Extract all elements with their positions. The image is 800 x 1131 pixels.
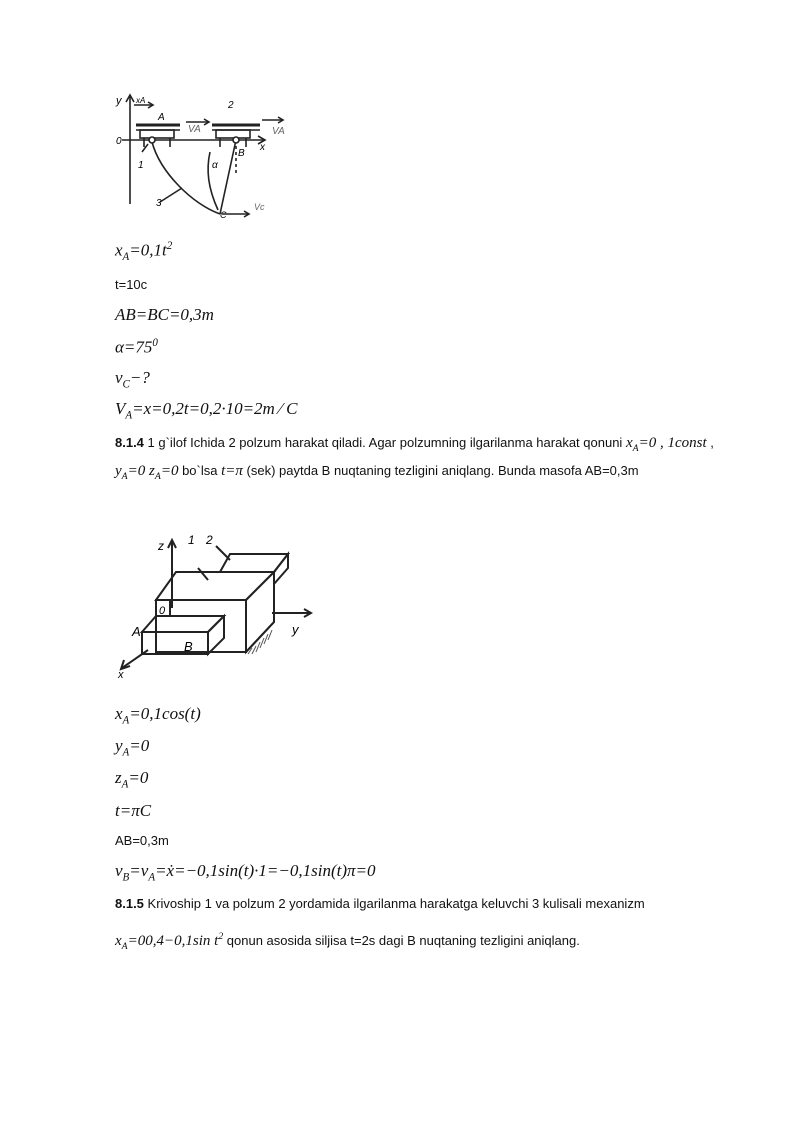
eq-va-result: $V_A=x=0,2t=0,2\cdot 10=2m$ ⁄ C: [115, 399, 298, 422]
fig1-label-0: 0: [116, 136, 122, 147]
fig1-label-VC: Vc: [254, 202, 265, 212]
fig1-label-xA: xA: [136, 96, 146, 105]
fig2-label-z: z: [158, 539, 164, 553]
fig1-label-B: B: [238, 148, 245, 159]
fig2-label-1: 1: [188, 533, 195, 547]
fig1-label-1: 1: [138, 160, 144, 171]
eq-lengths: AB=BC=0,3m: [115, 305, 214, 324]
fig2-label-y: y: [292, 622, 299, 637]
eq-time: t=10c: [115, 277, 148, 292]
fig2-label-A: A: [132, 624, 141, 639]
fig2-label-B: B: [184, 639, 193, 654]
eq-xa-cos: $x_A=0,1\cos(t)$: [115, 704, 201, 727]
eq-vb-result: $v_B=v_A=ẋ=-0,1\sin(t)\cdot 1=-0,1\sin(t)\pi=0$: [115, 861, 376, 884]
fig1-label-VA2: VA: [272, 126, 285, 137]
fig1-label-C: C: [220, 210, 227, 220]
fig2-label-0: 0: [159, 605, 166, 617]
problem-8-1-4: 8.1.4 1 g`ilof Ichida 2 polzum harakat qiladi. Agar polzumning ilgarilanma harakat qonuni $x_A=0$ , 1const , $y_A=0$ $z_A=0$ bo`lsa t=π (sek) paytda B nuqtaning tezligini aniqlang. Bunda masofa AB=0,3m: [115, 435, 714, 482]
problem-8-1-5-line2: $x_A=00,4-0,1\sin$ $t^2$ qonun asosida siljisa t=2s dagi B nuqtaning tezligini aniqlang.: [115, 931, 580, 952]
fig1-label-y: y: [116, 95, 122, 107]
fig1-label-x: x: [260, 142, 265, 153]
eq-alpha: $\alpha=75^0$: [115, 337, 158, 357]
fig1-label-3: 3: [156, 198, 162, 209]
eq-vc-question: $v_C-$?: [115, 368, 150, 391]
eq-xa-law: $x_A=0,1t^2$: [115, 240, 173, 264]
eq-time-pi: t=πC: [115, 801, 152, 820]
fig1-label-A: A: [158, 112, 165, 123]
mechanism-figure-2: [112, 530, 322, 680]
fig2-label-x: x: [118, 669, 124, 680]
mechanism-figure-1: [112, 92, 302, 222]
fig1-label-VA1: VA: [188, 124, 201, 135]
eq-ab: AB=0,3m: [115, 833, 169, 848]
fig2-label-2: 2: [206, 533, 213, 547]
problem-8-1-5: 8.1.5 Krivoship 1 va polzum 2 yordamida ilgarilanma harakatga keluvchi 3 kulisali mexanizm: [115, 896, 645, 911]
eq-za: $z_A=0$: [115, 768, 149, 791]
fig1-label-alpha: α: [212, 160, 218, 171]
fig1-label-2: 2: [228, 100, 234, 111]
eq-ya: $y_A=0$: [115, 736, 150, 759]
